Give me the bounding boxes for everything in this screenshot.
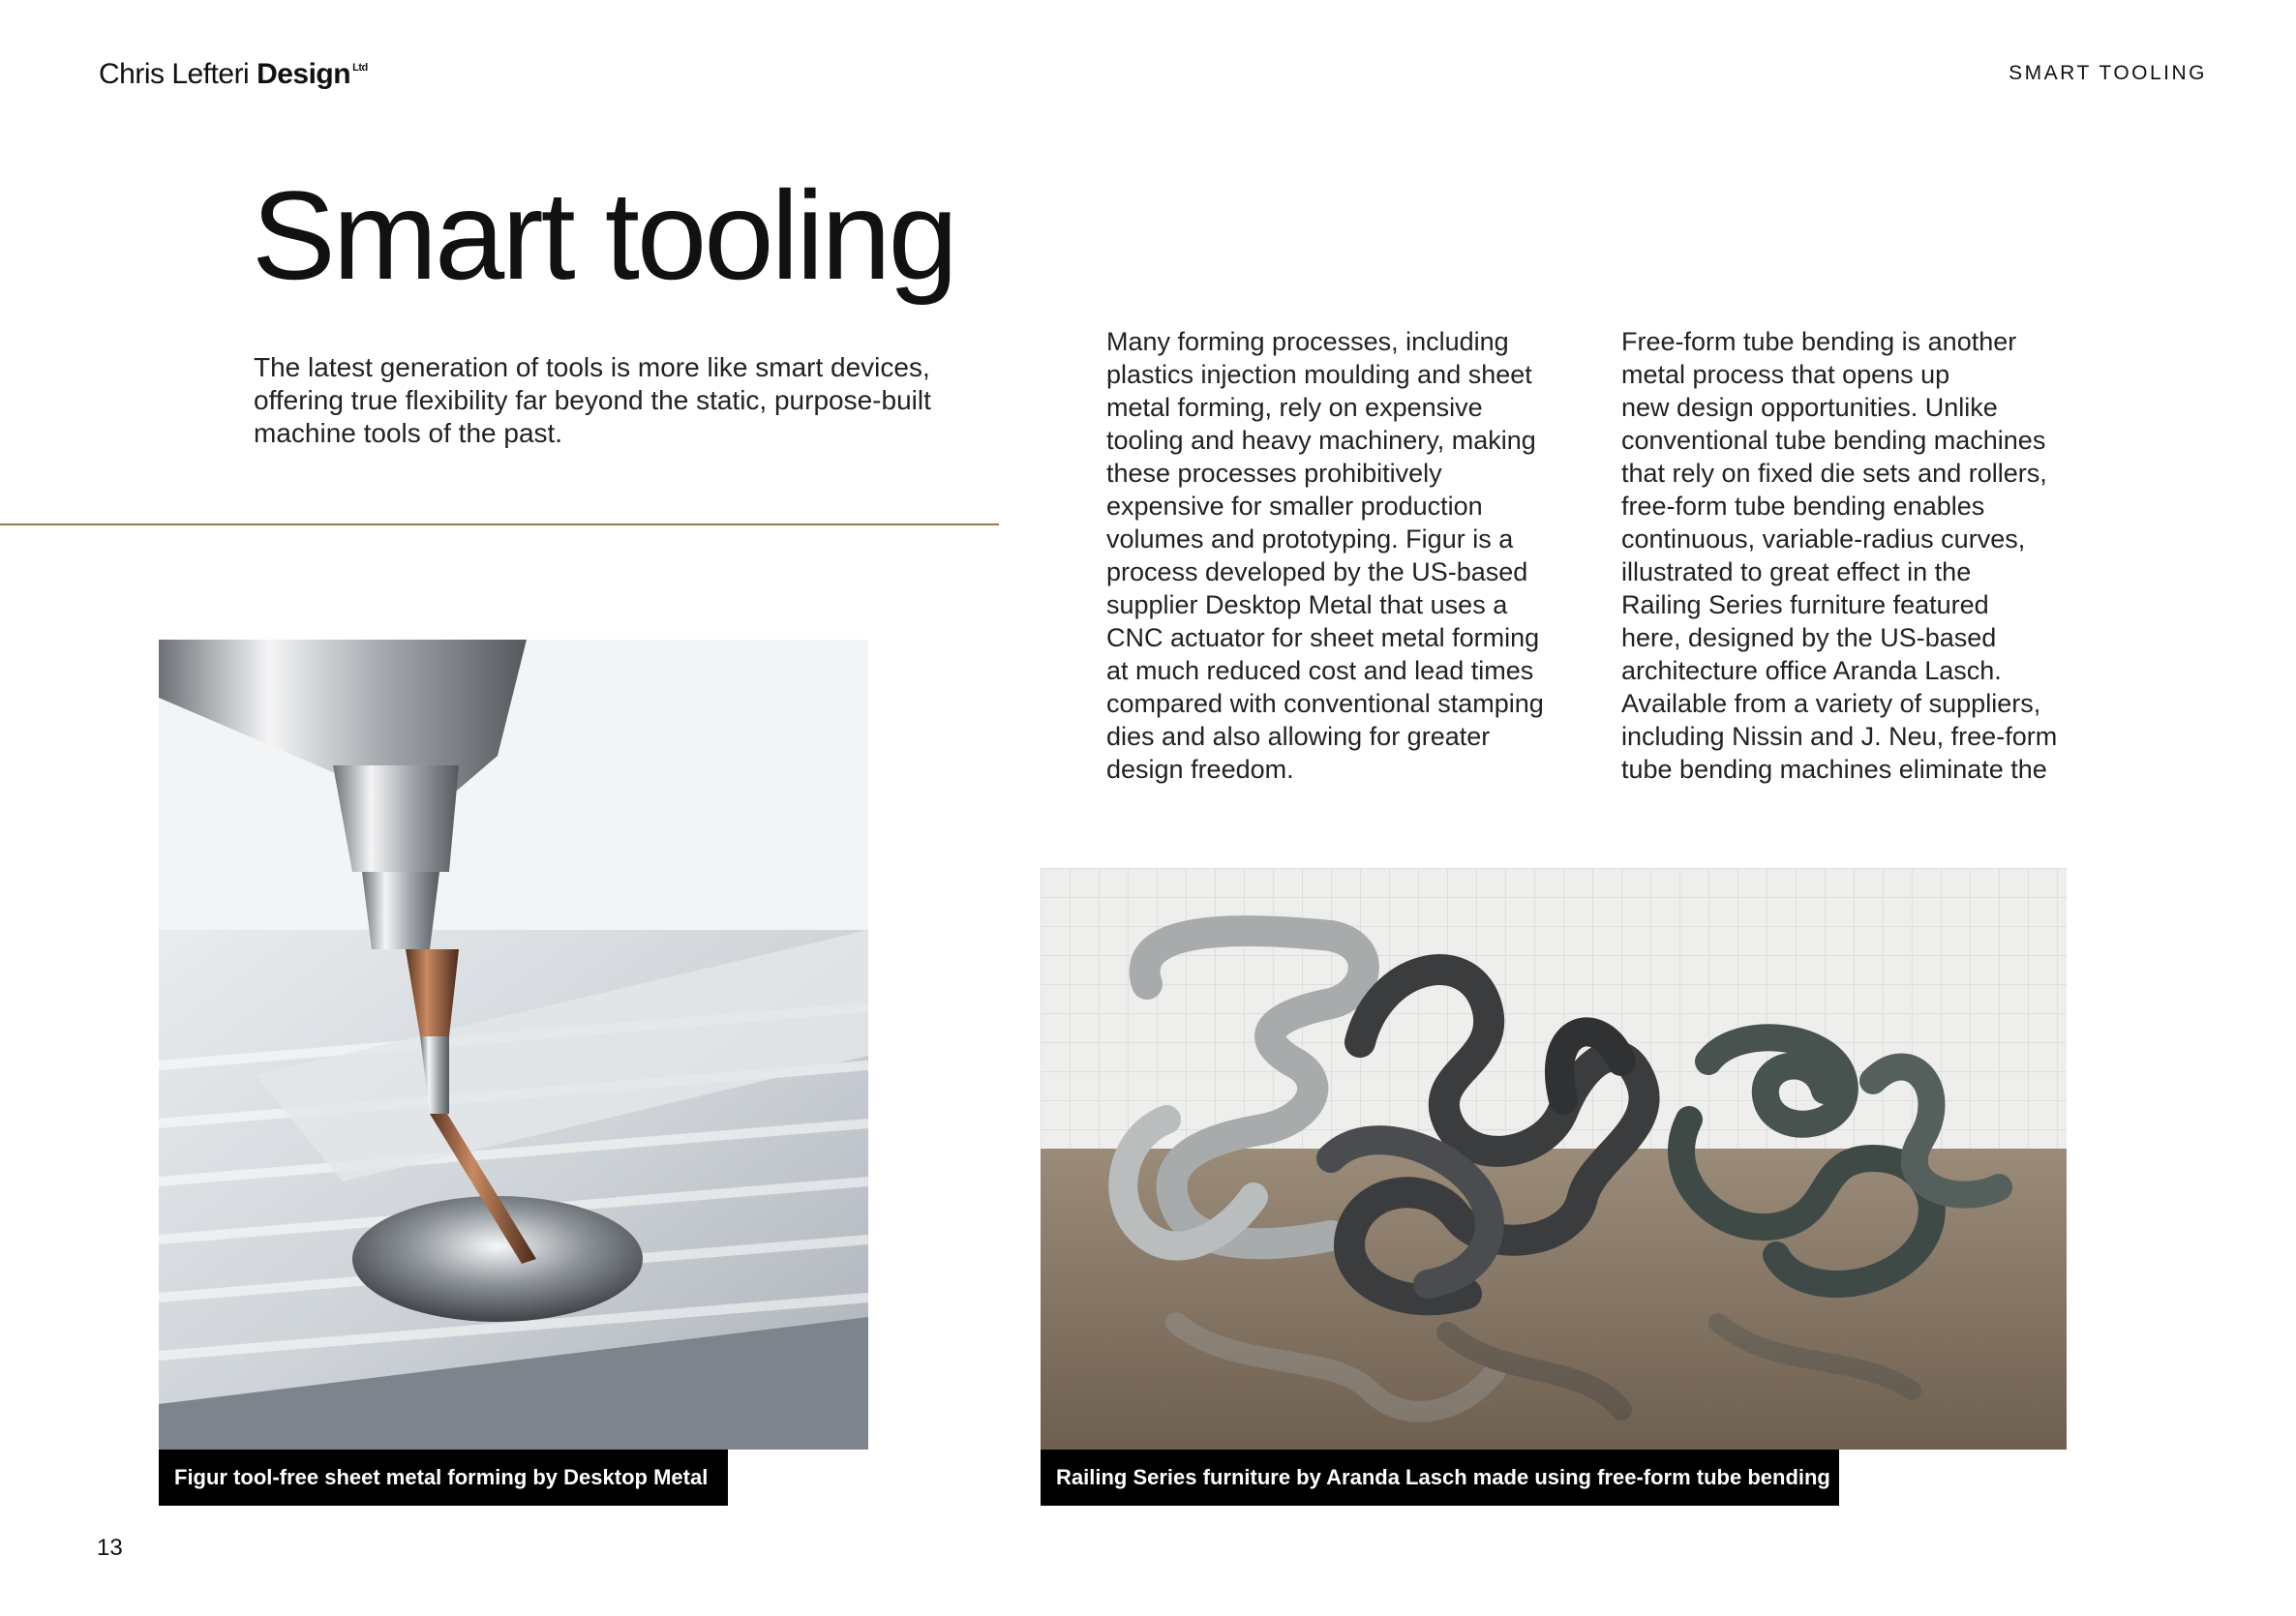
brand-logo: [99, 58, 368, 91]
body-line: volumes and prototyping. Figur is a: [1106, 524, 1514, 554]
body-line: metal process that opens up: [1621, 360, 1950, 389]
body-line: here, designed by the US-based: [1621, 623, 1997, 652]
body-line: Railing Series furniture featured: [1621, 590, 1989, 619]
divider-rule: [0, 524, 999, 525]
brand-mark: Ltd: [352, 62, 368, 74]
body-column-2: [1621, 325, 2105, 786]
body-line: free-form tube bending enables: [1621, 492, 1985, 521]
railing-series-photo: [1041, 868, 2067, 1450]
body-line: design freedom.: [1106, 755, 1294, 784]
body-line: plastics injection moulding and sheet: [1106, 360, 1532, 389]
body-line: illustrated to great effect in the: [1621, 557, 1972, 586]
body-line: Many forming processes, including: [1106, 327, 1509, 356]
body-line: tube bending machines eliminate the: [1621, 755, 2047, 784]
body-line: Free-form tube bending is another: [1621, 327, 2017, 356]
body-line: conventional tube bending machines: [1621, 426, 2046, 455]
body-line: at much reduced cost and lead times: [1106, 656, 1534, 685]
body-column-1: [1106, 325, 1590, 786]
body-line: expensive for smaller production: [1106, 492, 1483, 521]
brand-name-bold: Design: [257, 58, 351, 90]
body-line: these processes prohibitively: [1106, 459, 1442, 488]
section-label: SMART TOOLING: [2009, 62, 2207, 84]
body-line: that rely on fixed die sets and rollers,: [1621, 459, 2047, 488]
body-line: process developed by the US-based: [1106, 557, 1528, 586]
railing-series-illustration: [1041, 868, 2067, 1450]
body-line: metal forming, rely on expensive: [1106, 393, 1483, 422]
body-line: Available from a variety of suppliers,: [1621, 689, 2041, 718]
intro-paragraph: The latest generation of tools is more like smart devices, offering true flexibility far beyond the static, purpose-built machine tools of the past.: [254, 352, 931, 448]
body-line: dies and also allowing for greater: [1106, 722, 1491, 751]
body-line: tooling and heavy machinery, making: [1106, 426, 1536, 455]
body-line: architecture office Aranda Lasch.: [1621, 656, 2002, 685]
body-line: including Nissin and J. Neu, free-form: [1621, 722, 2058, 751]
figur-forming-illustration: [159, 640, 868, 1450]
body-line: supplier Desktop Metal that uses a: [1106, 590, 1508, 619]
body-line: compared with conventional stamping: [1106, 689, 1544, 718]
figure-caption-2: Railing Series furniture by Aranda Lasch made using free-form tube bending: [1041, 1450, 1839, 1506]
page-title: Smart tooling: [252, 165, 955, 306]
body-line: new design opportunities. Unlike: [1621, 393, 1998, 422]
body-line: continuous, variable-radius curves,: [1621, 524, 2026, 554]
body-line: CNC actuator for sheet metal forming: [1106, 623, 1540, 652]
figure-caption-1: Figur tool-free sheet metal forming by Desktop Metal: [159, 1450, 728, 1506]
brand-name: Chris Lefteri: [99, 58, 250, 90]
page-number: 13: [97, 1535, 123, 1561]
figur-forming-photo: [159, 640, 868, 1450]
